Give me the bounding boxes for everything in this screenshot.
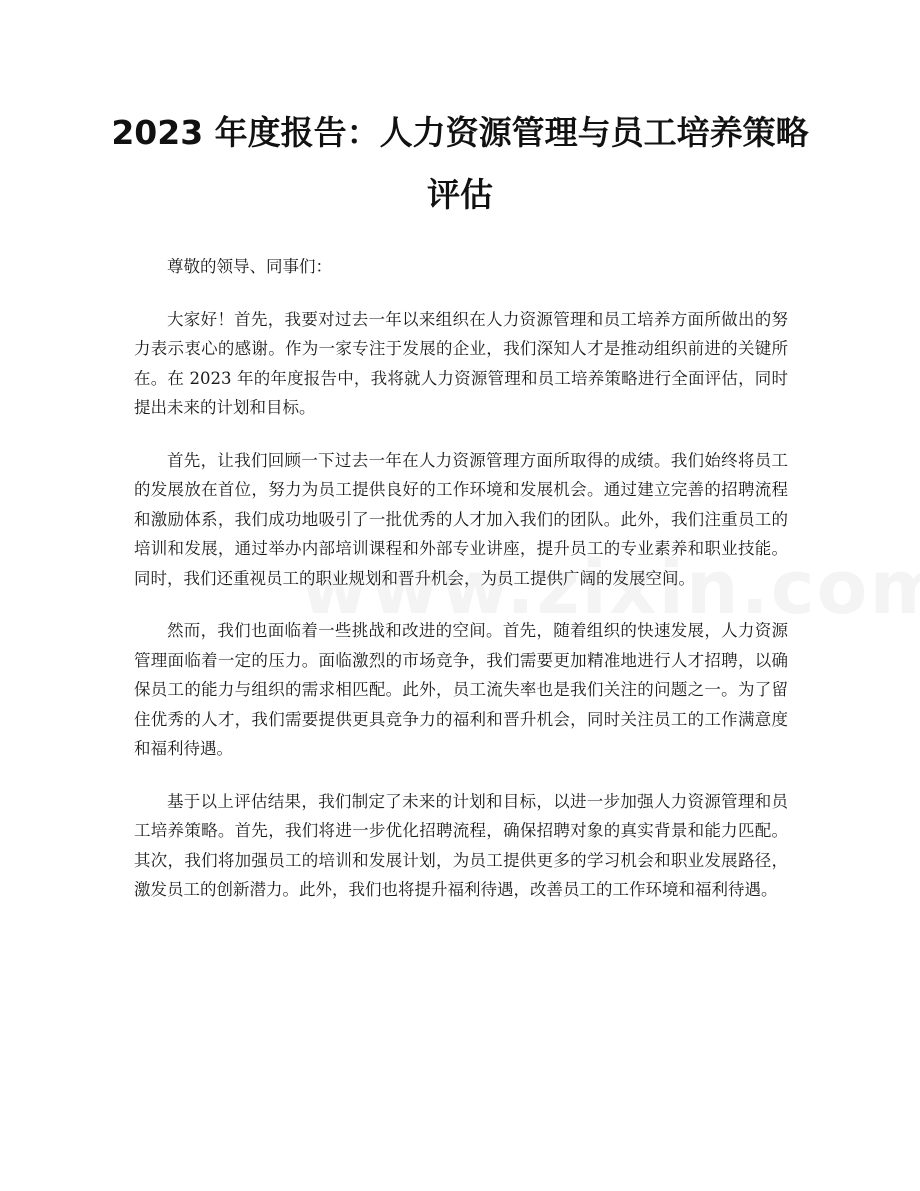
paragraph-4: 基于以上评估结果，我们制定了未来的计划和目标，以进一步加强人力资源管理和员工培养策略。首先，我们将进一步优化招聘流程，确保招聘对象的真实背景和能力匹配。其次，我们将加强员工的培训和发展计划，为员工提供更多的学习机会和职业发展路径，激发员工的创新潜力。此外，我们也将提升福利待遇，改善员工的工作环境和福利待遇。 [134,791,788,899]
document-title: 2023 年度报告：人力资源管理与员工培养策略评估 [111,113,809,214]
paragraph-2: 首先，让我们回顾一下过去一年在人力资源管理方面所取得的成绩。我们始终将员工的发展放在首位，努力为员工提供良好的工作环境和发展机会。通过建立完善的招聘流程和激励体系，我们成功地吸引了一批优秀的人才加入我们的团队。此外，我们注重员工的培训和发展，通过举办内部培训课程和外部专业讲座，提升员工的专业素养和职业技能。同时，我们还重视员工的职业规划和晋升机会，为员工提供广阔的发展空间。 [134,450,788,588]
salutation: 尊敬的领导、同事们： [167,257,332,276]
paragraph-3: 然而，我们也面临着一些挑战和改进的空间。首先，随着组织的快速发展，人力资源管理面临着一定的压力。面临激烈的市场竞争，我们需要更加精准地进行人才招聘，以确保员工的能力与组织的需求相匹配。此外，员工流失率也是我们关注的问题之一。为了留住优秀的人才，我们需要提供更具竞争力的福利和晋升机会，同时关注员工的工作满意度和福利待遇。 [134,621,788,758]
paragraph-1: 大家好！首先，我要对过去一年以来组织在人力资源管理和员工培养方面所做出的努力表示衷心的感谢。作为一家专注于发展的企业，我们深知人才是推动组织前进的关键所在。在 2023 年的年度报告中，我将就人力资源管理和员工培养策略进行全面评估，同时提出未来的计划和目标。 [134,309,788,417]
document-body [134,252,788,928]
